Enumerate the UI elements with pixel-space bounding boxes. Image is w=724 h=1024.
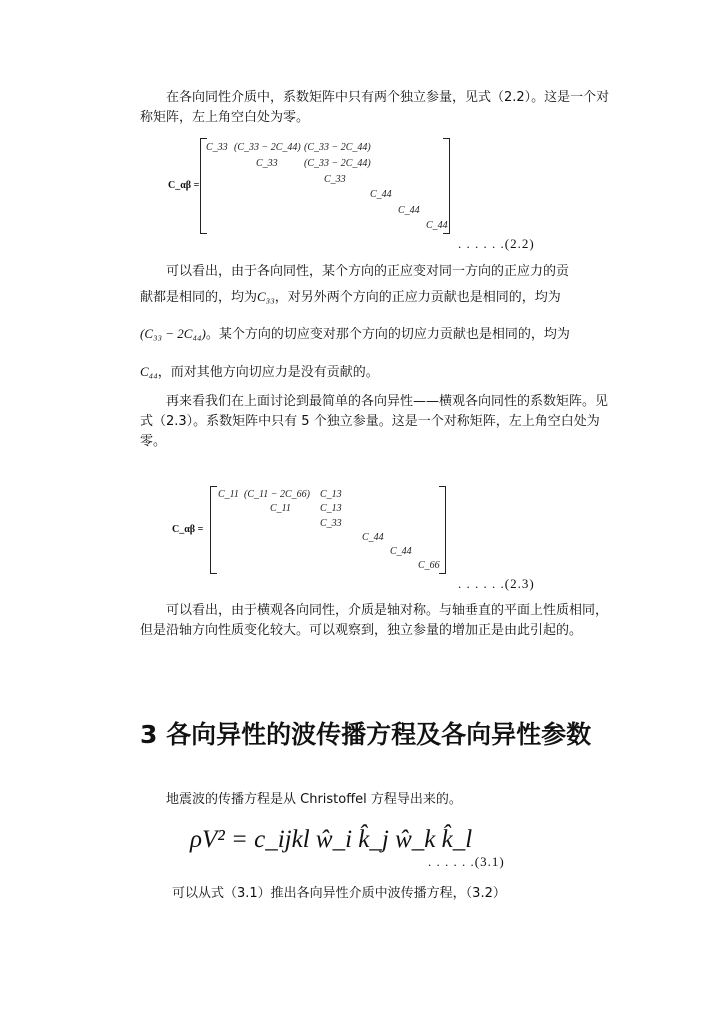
matrix-cell: C_11: [270, 503, 291, 514]
text-line: [140, 362, 612, 383]
matrix-cell: C_44: [370, 189, 392, 200]
paragraph-transverse-intro: 再来看我们在上面讨论到最简单的各向异性——横观各向同性的系数矩阵。见式（2.3）。系数矩阵中只有 5 个独立参量。这是一个对称矩阵，左上角空白处为零。: [140, 394, 609, 449]
matrix-2-3: [210, 486, 446, 574]
matrix-cell: (C_11 − 2C_66): [244, 489, 311, 500]
equation-number-3-1: . . . . . .(3.1): [428, 854, 505, 869]
matrix-cell: (C_33 − 2C_44): [304, 142, 371, 153]
right-bracket: [439, 486, 446, 574]
matrix-cell: C_13: [320, 489, 342, 500]
matrix-cell: C_33: [320, 518, 342, 529]
math-symbol-c33-minus-2c44: (C₃₃ − 2C₄₄): [140, 326, 206, 341]
matrix-cell: C_44: [362, 532, 384, 543]
paragraph-isotropic-intro: 在各向同性介质中，系数矩阵中只有两个独立参量，见式（2.2）。这是一个对称矩阵，左上角空白处为零。: [140, 90, 610, 125]
matrix-cell: C_44: [390, 546, 412, 557]
matrix-lhs-2-2: C_αβ =: [168, 180, 200, 191]
text-line: [140, 287, 612, 308]
equation-number-2-3: . . . . . .(2.3): [458, 576, 535, 591]
matrix-cell: C_13: [320, 503, 342, 514]
text-line: [140, 324, 612, 345]
text-segment: ，对另外两个方向的正应力贡献也是相同的，均为: [274, 290, 561, 305]
christoffel-equation: ρV² = c_ijkl ŵ_i k̂_j ŵ_k k̂_l: [190, 826, 473, 853]
matrix-cell: C_33: [206, 142, 228, 153]
text-segment: ，而对其他方向切应力是没有贡献的。: [157, 365, 379, 380]
paragraph-transverse-explanation: 可以看出，由于横观各向同性，介质是轴对称。与轴垂直的平面上性质相同，但是沿轴方向性质变化较大。可以观察到，独立参量的增加正是由此引起的。: [140, 603, 609, 638]
matrix-2-2: [200, 138, 450, 234]
paragraph-christoffel-intro: 地震波的传播方程是从 Christoffel 方程导出来的。: [166, 792, 462, 807]
section-heading: 3 各向异性的波传播方程及各向异性参数: [140, 720, 592, 749]
matrix-cell: C_44: [426, 220, 448, 231]
text-segment: 献都是相同的，均为: [140, 290, 258, 305]
matrix-cell: C_11: [218, 489, 239, 500]
matrix-cell: C_33: [324, 174, 346, 185]
matrix-cell: C_44: [398, 205, 420, 216]
matrix-cell: (C_33 − 2C_44): [304, 158, 371, 169]
math-symbol-c33: C₃₃: [257, 289, 275, 304]
math-symbol-c44: C₄₄: [140, 364, 158, 379]
left-bracket: [210, 486, 217, 574]
text-line: 可以看出，由于各向同性，某个方向的正应变对同一方向的正应力的贡: [166, 264, 570, 279]
matrix-cell: (C_33 − 2C_44): [234, 142, 301, 153]
matrix-cell: C_66: [418, 560, 440, 571]
paragraph-wave-equation-intro: 可以从式（3.1）推出各向异性介质中波传播方程，（3.2）: [172, 886, 506, 901]
text-segment: 。某个方向的切应变对那个方向的切应力贡献也是相同的，均为: [205, 327, 570, 342]
equation-number-2-2: . . . . . .(2.2): [458, 236, 535, 251]
matrix-cell: C_33: [256, 158, 278, 169]
matrix-lhs-2-3: C_αβ =: [172, 524, 204, 535]
